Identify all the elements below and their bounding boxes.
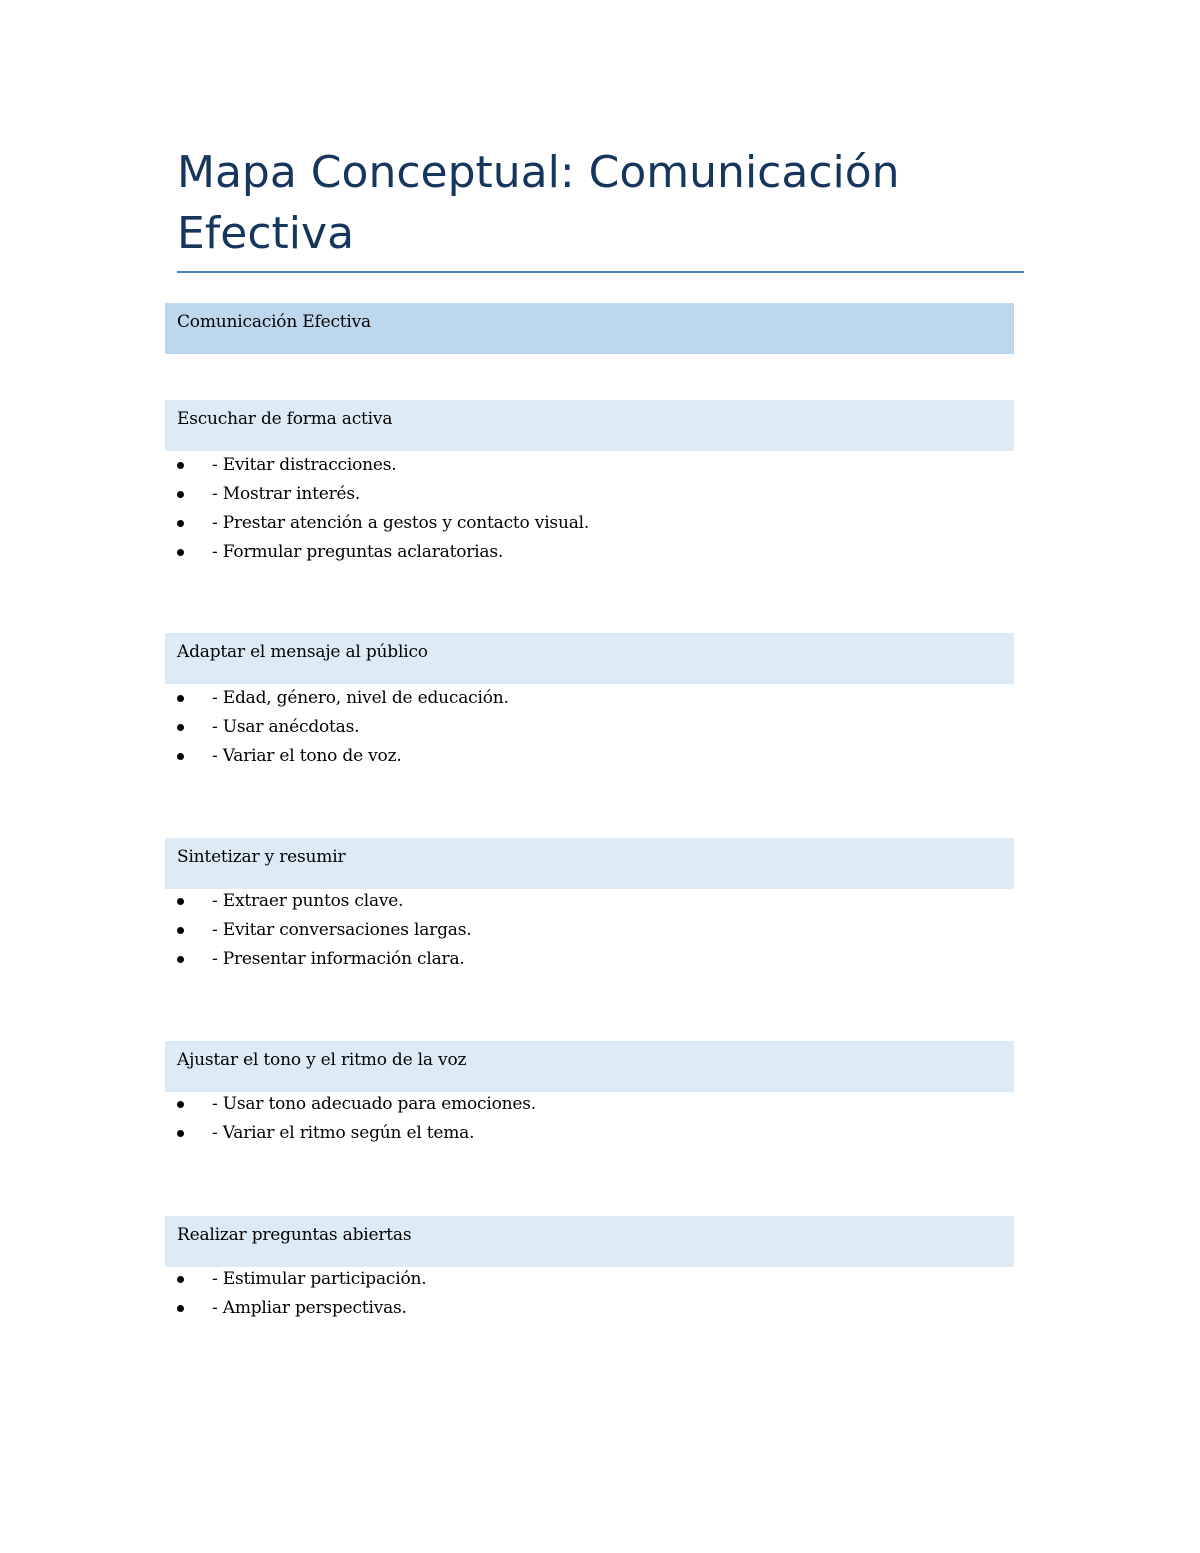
section-heading: Escuchar de forma activa: [177, 409, 393, 429]
bullet-icon: [177, 1101, 184, 1108]
section-bullet-list: [177, 887, 471, 974]
section-heading-box: [165, 1216, 1014, 1267]
list-item-text: - Presentar información clara.: [212, 949, 465, 969]
bullet-icon: [177, 724, 184, 731]
list-item: [177, 684, 509, 713]
list-item-text: - Mostrar interés.: [212, 484, 361, 504]
list-item: [177, 538, 589, 567]
list-item: [177, 1119, 536, 1148]
list-item: [177, 713, 509, 742]
section-heading: Adaptar el mensaje al público: [177, 642, 428, 662]
list-item: [177, 945, 471, 974]
section-heading-box: [165, 1041, 1014, 1092]
bullet-icon: [177, 1130, 184, 1137]
list-item: [177, 480, 589, 509]
list-item-text: - Extraer puntos clave.: [212, 891, 404, 911]
list-item: [177, 1265, 426, 1294]
list-item-text: - Variar el tono de voz.: [212, 746, 402, 766]
root-concept-box: [165, 303, 1014, 354]
bullet-icon: [177, 1276, 184, 1283]
list-item: [177, 1294, 426, 1323]
bullet-icon: [177, 898, 184, 905]
section-bullet-list: [177, 451, 589, 567]
section-heading: Ajustar el tono y el ritmo de la voz: [177, 1050, 467, 1070]
bullet-icon: [177, 927, 184, 934]
section-bullet-list: [177, 1265, 426, 1323]
bullet-icon: [177, 520, 184, 527]
section-heading-box: [165, 633, 1014, 684]
list-item-text: - Usar tono adecuado para emociones.: [212, 1094, 536, 1114]
bullet-icon: [177, 491, 184, 498]
list-item: [177, 1090, 536, 1119]
list-item-text: - Estimular participación.: [212, 1269, 427, 1289]
bullet-icon: [177, 1305, 184, 1312]
bullet-icon: [177, 549, 184, 556]
title-underline: [177, 271, 1024, 273]
list-item-text: - Edad, género, nivel de educación.: [212, 688, 509, 708]
list-item: [177, 916, 471, 945]
section-heading-box: [165, 838, 1014, 889]
page-title: Mapa Conceptual: Comunicación Efectiva: [177, 147, 900, 259]
bullet-icon: [177, 695, 184, 702]
list-item: [177, 451, 589, 480]
list-item-text: - Formular preguntas aclaratorias.: [212, 542, 504, 562]
list-item-text: - Usar anécdotas.: [212, 717, 360, 737]
list-item: [177, 887, 471, 916]
list-item-text: - Evitar conversaciones largas.: [212, 920, 472, 940]
section-bullet-list: [177, 1090, 536, 1148]
root-concept-label: Comunicación Efectiva: [177, 312, 371, 332]
list-item-text: - Prestar atención a gestos y contacto visual.: [212, 513, 590, 533]
section-heading: Realizar preguntas abiertas: [177, 1225, 412, 1245]
section-bullet-list: [177, 684, 509, 771]
list-item-text: - Ampliar perspectivas.: [212, 1298, 407, 1318]
list-item-text: - Evitar distracciones.: [212, 455, 397, 475]
bullet-icon: [177, 753, 184, 760]
bullet-icon: [177, 956, 184, 963]
bullet-icon: [177, 462, 184, 469]
list-item: [177, 742, 509, 771]
section-heading-box: [165, 400, 1014, 451]
list-item: [177, 509, 589, 538]
section-heading: Sintetizar y resumir: [177, 847, 346, 867]
list-item-text: - Variar el ritmo según el tema.: [212, 1123, 475, 1143]
